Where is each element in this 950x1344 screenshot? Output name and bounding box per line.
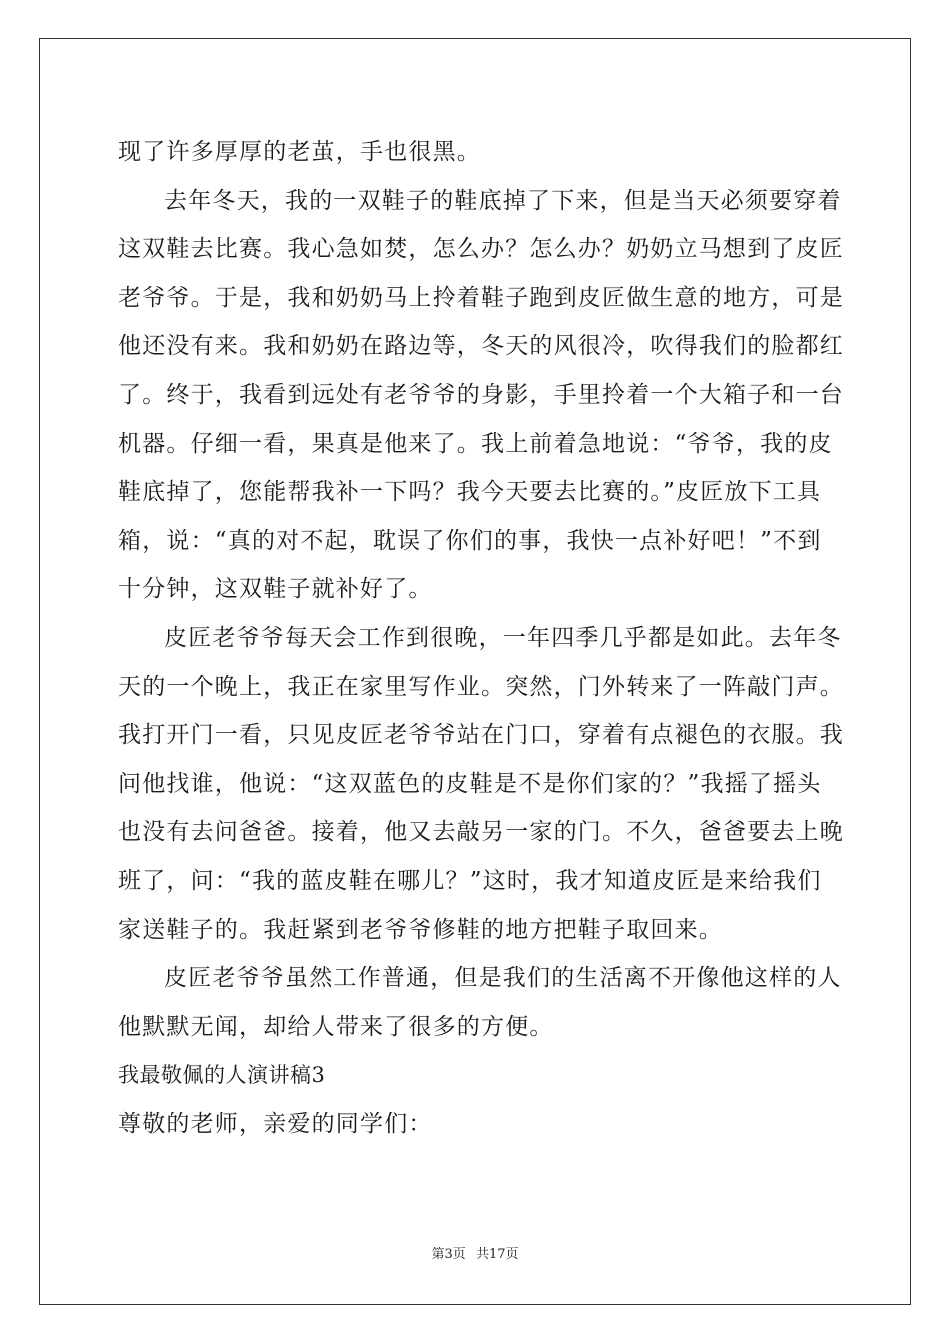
- paragraph-line: 鞋底掉了，您能帮我补一下吗？我今天要去比赛的。”皮匠放下工具: [118, 479, 822, 506]
- paragraph-line: 问他找谁，他说：“这双蓝色的皮鞋是不是你们家的？”我摇了摇头: [118, 770, 822, 797]
- paragraph-line: 家送鞋子的。我赶紧到老爷爷修鞋的地方把鞋子取回来。: [118, 916, 723, 943]
- salutation-line: 尊敬的老师，亲爱的同学们：: [118, 1110, 433, 1137]
- paragraph-line: 也没有去问爸爸。接着，他又去敲另一家的门。不久，爸爸要去上晚: [118, 819, 844, 846]
- paragraph-line: 这双鞋去比赛。我心急如焚，怎么办？怎么办？奶奶立马想到了皮匠: [118, 236, 844, 263]
- document-body: [118, 128, 844, 1148]
- paragraph-line: 去年冬天，我的一双鞋子的鞋底掉了下来，但是当天必须要穿着: [164, 187, 842, 214]
- total-pages: 共17页: [475, 1247, 519, 1262]
- paragraph-line: 机器。仔细一看，果真是他来了。我上前着急地说：“爷爷，我的皮: [118, 430, 833, 457]
- paragraph-line: 我打开门一看，只见皮匠老爷爷站在门口，穿着有点褪色的衣服。我: [118, 722, 844, 749]
- page-number: 第3页: [431, 1247, 466, 1262]
- section-heading: 我最敬佩的人演讲稿3: [118, 1063, 326, 1088]
- paragraph-line: 现了许多厚厚的老茧，手也很黑。: [118, 139, 481, 165]
- paragraph-line: 箱，说：“真的对不起，耽误了你们的事，我快一点补好吧！”不到: [118, 527, 822, 554]
- paragraph-line: 皮匠老爷爷虽然工作普通，但是我们的生活离不开像他这样的人: [164, 965, 842, 992]
- paragraph-line: 天的一个晚上，我正在家里写作业。突然，门外转来了一阵敲门声。: [118, 673, 844, 700]
- page-footer: [0, 1243, 950, 1262]
- paragraph-line: 十分钟，这双鞋子就补好了。: [118, 576, 433, 603]
- paragraph-line: 班了，问：“我的蓝皮鞋在哪儿？”这时，我才知道皮匠是来给我们: [118, 867, 822, 894]
- paragraph-line: 了。终于，我看到远处有老爷爷的身影，手里拎着一个大箱子和一台: [118, 381, 844, 408]
- paragraph-line: 皮匠老爷爷每天会工作到很晚，一年四季几乎都是如此。去年冬: [164, 624, 842, 651]
- paragraph-line: 老爷爷。于是，我和奶奶马上拎着鞋子跑到皮匠做生意的地方，可是: [118, 284, 844, 311]
- paragraph-line: 他还没有来。我和奶奶在路边等，冬天的风很冷，吹得我们的脸都红: [118, 333, 844, 360]
- paragraph-line: 他默默无闻，却给人带来了很多的方便。: [118, 1013, 554, 1040]
